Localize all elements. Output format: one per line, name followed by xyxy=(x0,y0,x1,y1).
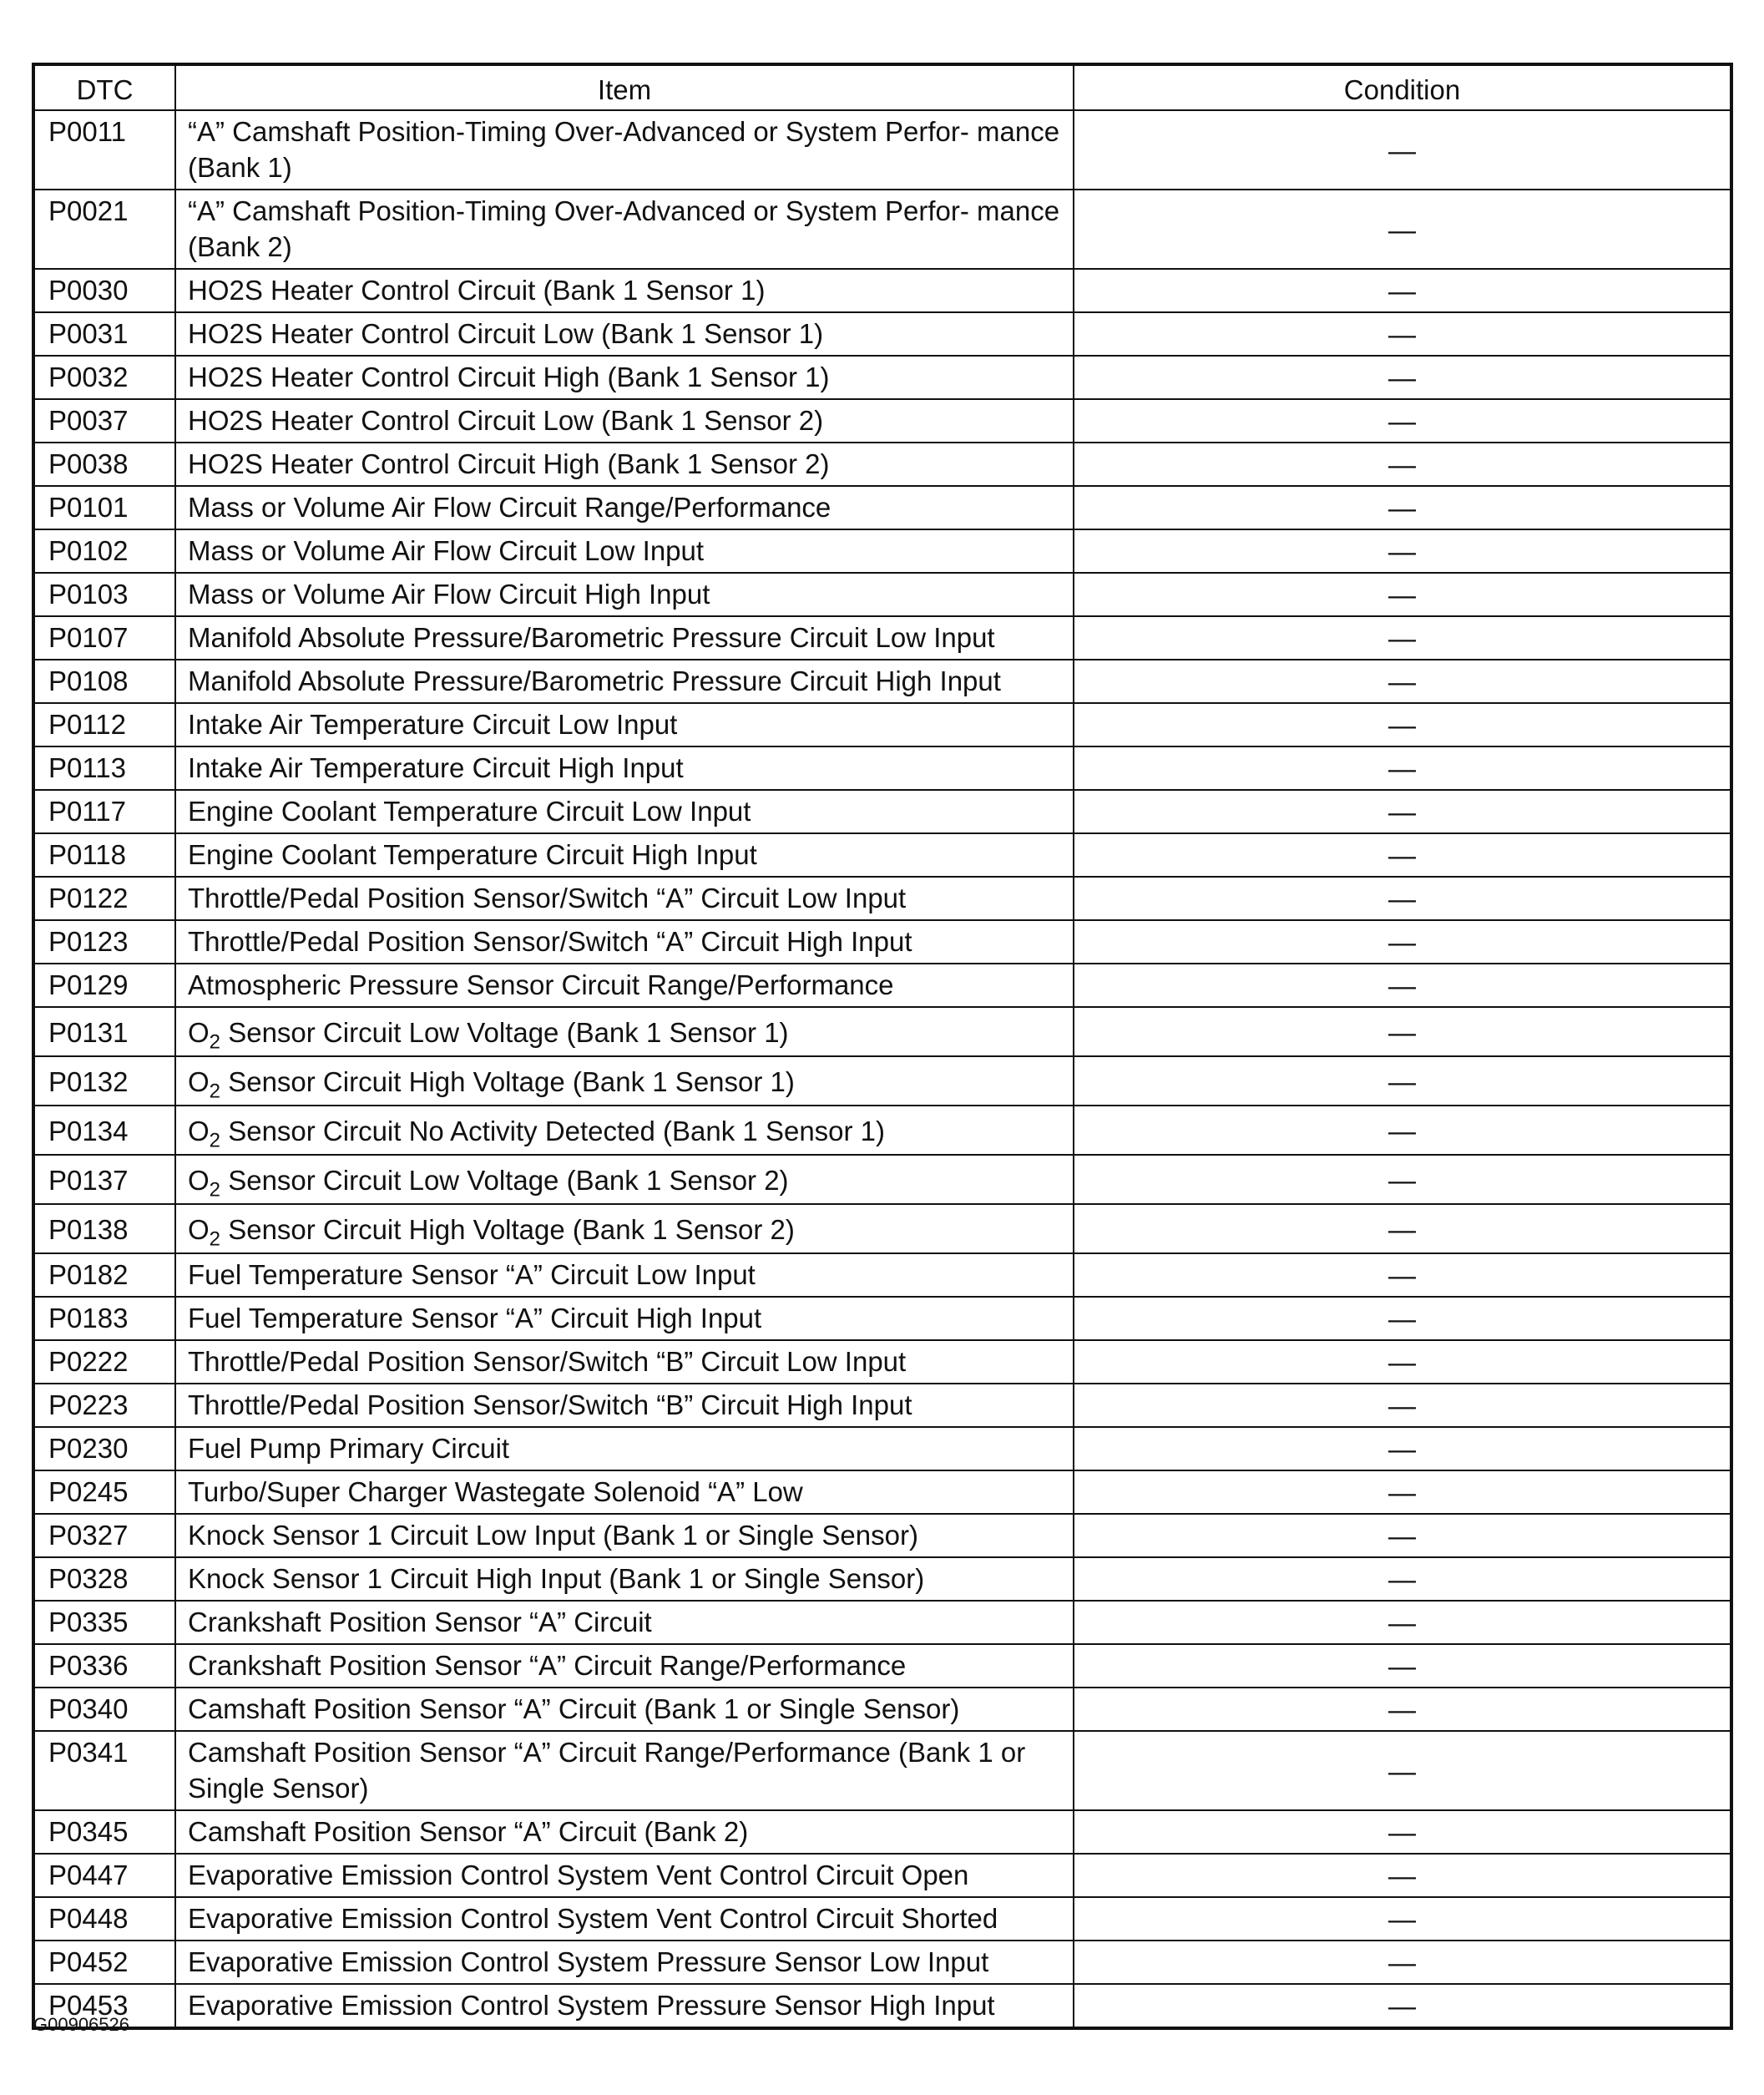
dtc-condition: — xyxy=(1074,443,1731,486)
table-row xyxy=(33,1384,1731,1427)
dtc-item: “A” Camshaft Position-Timing Over-Advanced or System Perfor- mance (Bank 2) xyxy=(175,190,1074,269)
dtc-item: Crankshaft Position Sensor “A” Circuit xyxy=(175,1601,1074,1644)
table-row xyxy=(33,356,1731,399)
dtc-condition: — xyxy=(1074,1984,1731,2028)
dtc-code: P0122 xyxy=(33,877,175,920)
dtc-code: P0137 xyxy=(33,1155,175,1204)
table-row xyxy=(33,833,1731,877)
dtc-code: P0113 xyxy=(33,746,175,790)
dtc-code: P0118 xyxy=(33,833,175,877)
dtc-item: Mass or Volume Air Flow Circuit Low Input xyxy=(175,529,1074,573)
dtc-code: P0448 xyxy=(33,1897,175,1941)
dtc-item: Evaporative Emission Control System Pressure Sensor Low Input xyxy=(175,1941,1074,1984)
table-row xyxy=(33,110,1731,190)
dtc-code: P0335 xyxy=(33,1601,175,1644)
dtc-condition: — xyxy=(1074,790,1731,833)
dtc-condition: — xyxy=(1074,1384,1731,1427)
dtc-code: P0327 xyxy=(33,1514,175,1557)
dtc-condition: — xyxy=(1074,1470,1731,1514)
dtc-condition: — xyxy=(1074,1155,1731,1204)
dtc-condition: — xyxy=(1074,1557,1731,1601)
dtc-code: P0245 xyxy=(33,1470,175,1514)
dtc-item: HO2S Heater Control Circuit Low (Bank 1 Sensor 2) xyxy=(175,399,1074,443)
item-text: Sensor Circuit No Activity Detected (Bank 1 Sensor 1) xyxy=(220,1115,886,1146)
dtc-table xyxy=(32,63,1733,2030)
dtc-item: HO2S Heater Control Circuit Low (Bank 1 Sensor 1) xyxy=(175,312,1074,356)
dtc-item: Crankshaft Position Sensor “A” Circuit Range/Performance xyxy=(175,1644,1074,1688)
dtc-item: Camshaft Position Sensor “A” Circuit (Bank 1 or Single Sensor) xyxy=(175,1688,1074,1731)
dtc-item: Engine Coolant Temperature Circuit Low Input xyxy=(175,790,1074,833)
table-row xyxy=(33,1204,1731,1253)
dtc-item: Throttle/Pedal Position Sensor/Switch “B” Circuit Low Input xyxy=(175,1340,1074,1384)
dtc-code: P0117 xyxy=(33,790,175,833)
dtc-condition: — xyxy=(1074,1897,1731,1941)
dtc-code: P0037 xyxy=(33,399,175,443)
dtc-condition: — xyxy=(1074,399,1731,443)
dtc-condition: — xyxy=(1074,1601,1731,1644)
table-row xyxy=(33,877,1731,920)
dtc-item: Evaporative Emission Control System Vent Control Circuit Open xyxy=(175,1854,1074,1897)
dtc-condition: — xyxy=(1074,1427,1731,1470)
item-prefix: O xyxy=(188,1213,210,1245)
dtc-code: P0108 xyxy=(33,660,175,703)
table-row xyxy=(33,1941,1731,1984)
dtc-condition: — xyxy=(1074,1644,1731,1688)
dtc-condition: — xyxy=(1074,1106,1731,1155)
dtc-item: Engine Coolant Temperature Circuit High Input xyxy=(175,833,1074,877)
item-text: Sensor Circuit Low Voltage (Bank 1 Sensor 1) xyxy=(220,1016,789,1048)
dtc-code: P0038 xyxy=(33,443,175,486)
table-row xyxy=(33,1470,1731,1514)
dtc-condition: — xyxy=(1074,1204,1731,1253)
dtc-code: P0341 xyxy=(33,1731,175,1810)
dtc-item: Throttle/Pedal Position Sensor/Switch “A” Circuit Low Input xyxy=(175,877,1074,920)
dtc-item: Throttle/Pedal Position Sensor/Switch “A” Circuit High Input xyxy=(175,920,1074,964)
dtc-condition: — xyxy=(1074,616,1731,660)
dtc-condition: — xyxy=(1074,1007,1731,1056)
dtc-condition: — xyxy=(1074,1297,1731,1340)
dtc-code: P0134 xyxy=(33,1106,175,1155)
dtc-item: Evaporative Emission Control System Pressure Sensor High Input xyxy=(175,1984,1074,2028)
dtc-item: Turbo/Super Charger Wastegate Solenoid “A” Low xyxy=(175,1470,1074,1514)
dtc-item: Throttle/Pedal Position Sensor/Switch “B” Circuit High Input xyxy=(175,1384,1074,1427)
table-row xyxy=(33,443,1731,486)
table-row xyxy=(33,529,1731,573)
dtc-item: Atmospheric Pressure Sensor Circuit Range/Performance xyxy=(175,964,1074,1007)
dtc-condition: — xyxy=(1074,573,1731,616)
dtc-item xyxy=(175,1056,1074,1106)
table-row xyxy=(33,312,1731,356)
table-row xyxy=(33,1601,1731,1644)
dtc-condition: — xyxy=(1074,1731,1731,1810)
table-row xyxy=(33,1056,1731,1106)
table-row xyxy=(33,1810,1731,1854)
table-row xyxy=(33,1155,1731,1204)
dtc-code: P0183 xyxy=(33,1297,175,1340)
dtc-condition: — xyxy=(1074,1253,1731,1297)
table-row xyxy=(33,660,1731,703)
table-row xyxy=(33,1984,1731,2028)
dtc-item: Knock Sensor 1 Circuit High Input (Bank 1 or Single Sensor) xyxy=(175,1557,1074,1601)
item-prefix: O xyxy=(188,1164,210,1196)
dtc-condition: — xyxy=(1074,703,1731,746)
dtc-item xyxy=(175,1204,1074,1253)
dtc-code: P0340 xyxy=(33,1688,175,1731)
table-header-row xyxy=(33,64,1731,110)
item-prefix: O xyxy=(188,1065,210,1097)
dtc-item: Mass or Volume Air Flow Circuit High Input xyxy=(175,573,1074,616)
dtc-code: P0132 xyxy=(33,1056,175,1106)
table-row xyxy=(33,1340,1731,1384)
table-row xyxy=(33,190,1731,269)
dtc-code: P0011 xyxy=(33,110,175,190)
dtc-item: Camshaft Position Sensor “A” Circuit Range/Performance (Bank 1 or Single Sensor) xyxy=(175,1731,1074,1810)
item-subscript: 2 xyxy=(209,1178,221,1202)
dtc-code: P0453 xyxy=(33,1984,175,2028)
table-row xyxy=(33,920,1731,964)
dtc-item: Camshaft Position Sensor “A” Circuit (Bank 2) xyxy=(175,1810,1074,1854)
dtc-condition: — xyxy=(1074,1688,1731,1731)
dtc-condition: — xyxy=(1074,110,1731,190)
dtc-item: Intake Air Temperature Circuit High Input xyxy=(175,746,1074,790)
dtc-code: P0032 xyxy=(33,356,175,399)
item-subscript: 2 xyxy=(209,1227,221,1251)
dtc-condition: — xyxy=(1074,312,1731,356)
item-prefix: O xyxy=(188,1016,210,1048)
item-text: Sensor Circuit High Voltage (Bank 1 Sensor 1) xyxy=(220,1065,795,1097)
table-row xyxy=(33,269,1731,312)
dtc-condition: — xyxy=(1074,1056,1731,1106)
dtc-code: P0101 xyxy=(33,486,175,529)
table-row xyxy=(33,486,1731,529)
dtc-code: P0230 xyxy=(33,1427,175,1470)
table-row xyxy=(33,399,1731,443)
dtc-condition: — xyxy=(1074,964,1731,1007)
dtc-item: Manifold Absolute Pressure/Barometric Pressure Circuit High Input xyxy=(175,660,1074,703)
dtc-code: P0138 xyxy=(33,1204,175,1253)
dtc-condition: — xyxy=(1074,486,1731,529)
table-row xyxy=(33,1297,1731,1340)
table-row xyxy=(33,1557,1731,1601)
dtc-code: P0030 xyxy=(33,269,175,312)
dtc-code: P0107 xyxy=(33,616,175,660)
dtc-condition: — xyxy=(1074,746,1731,790)
item-text: Sensor Circuit High Voltage (Bank 1 Sensor 2) xyxy=(220,1213,795,1245)
table-row xyxy=(33,573,1731,616)
dtc-item: HO2S Heater Control Circuit High (Bank 1 Sensor 2) xyxy=(175,443,1074,486)
item-subscript: 2 xyxy=(209,1030,221,1054)
dtc-item: Mass or Volume Air Flow Circuit Range/Performance xyxy=(175,486,1074,529)
dtc-code: P0452 xyxy=(33,1941,175,1984)
dtc-code: P0131 xyxy=(33,1007,175,1056)
dtc-condition: — xyxy=(1074,1340,1731,1384)
dtc-condition: — xyxy=(1074,356,1731,399)
dtc-item: Manifold Absolute Pressure/Barometric Pressure Circuit Low Input xyxy=(175,616,1074,660)
item-subscript: 2 xyxy=(209,1129,221,1152)
table-row xyxy=(33,1731,1731,1810)
dtc-code: P0129 xyxy=(33,964,175,1007)
dtc-code: P0031 xyxy=(33,312,175,356)
item-subscript: 2 xyxy=(209,1080,221,1103)
table-row xyxy=(33,1644,1731,1688)
dtc-condition: — xyxy=(1074,1854,1731,1897)
table-row xyxy=(33,1897,1731,1941)
dtc-code: P0103 xyxy=(33,573,175,616)
table-row xyxy=(33,1514,1731,1557)
table-row xyxy=(33,1253,1731,1297)
dtc-code: P0223 xyxy=(33,1384,175,1427)
table-row xyxy=(33,616,1731,660)
dtc-code: P0123 xyxy=(33,920,175,964)
table-row xyxy=(33,1427,1731,1470)
header-dtc: DTC xyxy=(33,64,175,110)
dtc-condition: — xyxy=(1074,1810,1731,1854)
dtc-item: Fuel Temperature Sensor “A” Circuit Low Input xyxy=(175,1253,1074,1297)
dtc-item: Fuel Temperature Sensor “A” Circuit High Input xyxy=(175,1297,1074,1340)
dtc-condition: — xyxy=(1074,660,1731,703)
table-row xyxy=(33,790,1731,833)
dtc-code: P0328 xyxy=(33,1557,175,1601)
dtc-condition: — xyxy=(1074,877,1731,920)
header-condition: Condition xyxy=(1074,64,1731,110)
dtc-condition: — xyxy=(1074,269,1731,312)
table-row xyxy=(33,964,1731,1007)
dtc-item: Knock Sensor 1 Circuit Low Input (Bank 1 or Single Sensor) xyxy=(175,1514,1074,1557)
dtc-item: Evaporative Emission Control System Vent Control Circuit Shorted xyxy=(175,1897,1074,1941)
dtc-item: Intake Air Temperature Circuit Low Input xyxy=(175,703,1074,746)
item-text: Sensor Circuit Low Voltage (Bank 1 Sensor 2) xyxy=(220,1164,789,1196)
dtc-code: P0112 xyxy=(33,703,175,746)
table-row xyxy=(33,703,1731,746)
table-row xyxy=(33,746,1731,790)
dtc-item xyxy=(175,1007,1074,1056)
dtc-condition: — xyxy=(1074,833,1731,877)
dtc-item: Fuel Pump Primary Circuit xyxy=(175,1427,1074,1470)
figure-id: G00906526 xyxy=(33,2014,129,2035)
dtc-code: P0447 xyxy=(33,1854,175,1897)
dtc-item: HO2S Heater Control Circuit High (Bank 1 Sensor 1) xyxy=(175,356,1074,399)
dtc-code: P0021 xyxy=(33,190,175,269)
dtc-condition: — xyxy=(1074,529,1731,573)
table-body xyxy=(33,110,1731,2028)
dtc-item: “A” Camshaft Position-Timing Over-Advanced or System Perfor- mance (Bank 1) xyxy=(175,110,1074,190)
table-row xyxy=(33,1007,1731,1056)
table-row xyxy=(33,1106,1731,1155)
dtc-condition: — xyxy=(1074,190,1731,269)
dtc-item: HO2S Heater Control Circuit (Bank 1 Sensor 1) xyxy=(175,269,1074,312)
dtc-code: P0336 xyxy=(33,1644,175,1688)
dtc-code: P0345 xyxy=(33,1810,175,1854)
dtc-item xyxy=(175,1106,1074,1155)
dtc-code: P0222 xyxy=(33,1340,175,1384)
dtc-condition: — xyxy=(1074,920,1731,964)
item-prefix: O xyxy=(188,1115,210,1146)
dtc-code: P0102 xyxy=(33,529,175,573)
dtc-code: P0182 xyxy=(33,1253,175,1297)
dtc-item xyxy=(175,1155,1074,1204)
dtc-condition: — xyxy=(1074,1514,1731,1557)
table-row xyxy=(33,1688,1731,1731)
header-item: Item xyxy=(175,64,1074,110)
dtc-condition: — xyxy=(1074,1941,1731,1984)
table-row xyxy=(33,1854,1731,1897)
